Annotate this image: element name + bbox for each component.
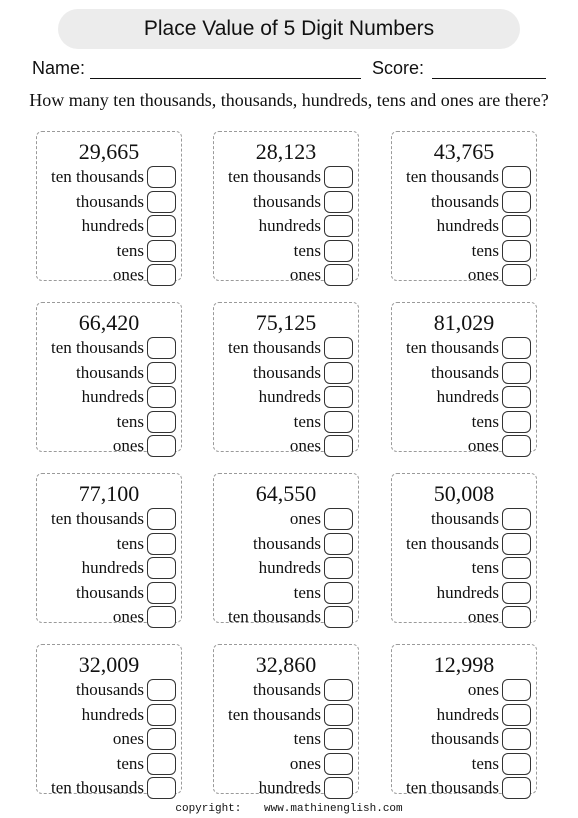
- place-value-row: [21, 361, 181, 385]
- place-value-label: tens: [116, 412, 144, 431]
- place-value-label: ones: [112, 607, 144, 626]
- place-value-label: ten thousands: [405, 167, 499, 186]
- place-value-label: thousands: [76, 363, 144, 382]
- answer-box[interactable]: [147, 508, 176, 530]
- place-value-label: ones: [112, 729, 144, 748]
- place-value-label: tens: [116, 754, 144, 773]
- answer-box[interactable]: [502, 753, 531, 775]
- problem-number: 50,008: [433, 481, 495, 506]
- place-value-label: ten thousands: [50, 167, 144, 186]
- place-value-row: [21, 165, 181, 189]
- problem-card: [213, 644, 359, 797]
- name-line[interactable]: [90, 78, 361, 79]
- answer-box[interactable]: [147, 264, 176, 286]
- place-value-row: [198, 239, 358, 263]
- place-value-row: [21, 727, 181, 751]
- answer-box[interactable]: [324, 191, 353, 213]
- place-value-row: [376, 410, 536, 434]
- place-value-label: ten thousands: [405, 338, 499, 357]
- answer-box[interactable]: [324, 508, 353, 530]
- answer-box[interactable]: [502, 362, 531, 384]
- place-value-row: [198, 336, 358, 360]
- place-value-label: thousands: [76, 583, 144, 602]
- answer-box[interactable]: [324, 337, 353, 359]
- answer-box[interactable]: [502, 240, 531, 262]
- place-value-label: hundreds: [258, 558, 321, 577]
- place-value-label: thousands: [253, 680, 321, 699]
- place-value-row: [376, 678, 536, 702]
- place-value-label: hundreds: [436, 216, 499, 235]
- place-value-label: ten thousands: [405, 534, 499, 553]
- place-value-label: ten thousands: [50, 778, 144, 797]
- place-value-row: [21, 336, 181, 360]
- problem-card: [36, 131, 182, 284]
- place-value-row: [21, 581, 181, 605]
- problem-number: 29,665: [78, 139, 140, 164]
- answer-box[interactable]: [147, 386, 176, 408]
- place-value-label: ten thousands: [405, 778, 499, 797]
- place-value-label: hundreds: [81, 387, 144, 406]
- answer-box[interactable]: [324, 753, 353, 775]
- place-value-row: [376, 434, 536, 458]
- answer-box[interactable]: [502, 435, 531, 457]
- place-value-row: [21, 410, 181, 434]
- place-value-label: hundreds: [258, 387, 321, 406]
- answer-box[interactable]: [147, 533, 176, 555]
- place-value-label: ten thousands: [227, 338, 321, 357]
- place-value-label: ones: [467, 607, 499, 626]
- answer-box[interactable]: [147, 191, 176, 213]
- place-value-label: hundreds: [81, 705, 144, 724]
- place-value-label: hundreds: [258, 216, 321, 235]
- answer-box[interactable]: [147, 777, 176, 799]
- score-line[interactable]: [432, 78, 546, 79]
- place-value-label: tens: [116, 534, 144, 553]
- place-value-row: [376, 532, 536, 556]
- score-label: Score:: [372, 58, 425, 78]
- place-value-row: [376, 556, 536, 580]
- problem-number: 28,123: [255, 139, 317, 164]
- place-value-label: ones: [289, 754, 321, 773]
- place-value-row: [198, 385, 358, 409]
- answer-box[interactable]: [324, 704, 353, 726]
- answer-box[interactable]: [502, 264, 531, 286]
- problem-card: [213, 131, 359, 284]
- problem-number: 64,550: [255, 481, 317, 506]
- place-value-row: [376, 336, 536, 360]
- problem-card: [391, 302, 537, 455]
- place-value-row: [198, 678, 358, 702]
- problem-number: 43,765: [433, 139, 495, 164]
- place-value-row: [198, 361, 358, 385]
- place-value-label: ten thousands: [227, 167, 321, 186]
- place-value-row: [21, 703, 181, 727]
- place-value-row: [198, 190, 358, 214]
- place-value-row: [21, 532, 181, 556]
- answer-box[interactable]: [147, 582, 176, 604]
- place-value-label: thousands: [431, 363, 499, 382]
- place-value-label: ones: [467, 680, 499, 699]
- answer-box[interactable]: [147, 337, 176, 359]
- answer-box[interactable]: [324, 606, 353, 628]
- answer-box[interactable]: [502, 337, 531, 359]
- place-value-label: tens: [471, 558, 499, 577]
- place-value-label: thousands: [76, 192, 144, 211]
- place-value-label: tens: [471, 754, 499, 773]
- place-value-label: thousands: [431, 509, 499, 528]
- problem-number: 66,420: [78, 310, 140, 335]
- problem-card: [36, 644, 182, 797]
- place-value-label: ones: [467, 265, 499, 284]
- answer-box[interactable]: [147, 362, 176, 384]
- place-value-row: [21, 507, 181, 531]
- problem-number: 32,860: [255, 652, 317, 677]
- problem-number: 75,125: [255, 310, 317, 335]
- problem-card: [391, 131, 537, 284]
- answer-box[interactable]: [502, 582, 531, 604]
- answer-box[interactable]: [147, 679, 176, 701]
- place-value-row: [21, 239, 181, 263]
- answer-box[interactable]: [324, 728, 353, 750]
- place-value-label: hundreds: [436, 387, 499, 406]
- answer-box[interactable]: [324, 264, 353, 286]
- answer-box[interactable]: [324, 411, 353, 433]
- place-value-label: hundreds: [436, 583, 499, 602]
- place-value-row: [198, 703, 358, 727]
- place-value-label: hundreds: [81, 216, 144, 235]
- place-value-label: ones: [112, 436, 144, 455]
- answer-box[interactable]: [147, 728, 176, 750]
- place-value-label: ones: [289, 509, 321, 528]
- place-value-row: [376, 361, 536, 385]
- instructions: How many ten thousands, thousands, hundreds, tens and ones are there?: [29, 90, 549, 110]
- answer-box[interactable]: [502, 533, 531, 555]
- place-value-row: [21, 605, 181, 629]
- answer-box[interactable]: [502, 191, 531, 213]
- problem-card: [391, 473, 537, 626]
- answer-box[interactable]: [147, 411, 176, 433]
- answer-box[interactable]: [502, 215, 531, 237]
- place-value-label: ten thousands: [227, 607, 321, 626]
- name-label: Name:: [32, 58, 86, 78]
- place-value-row: [376, 165, 536, 189]
- answer-box[interactable]: [502, 679, 531, 701]
- place-value-label: thousands: [253, 363, 321, 382]
- answer-box[interactable]: [502, 704, 531, 726]
- place-value-row: [21, 434, 181, 458]
- answer-box[interactable]: [147, 557, 176, 579]
- answer-box[interactable]: [502, 411, 531, 433]
- place-value-label: thousands: [431, 192, 499, 211]
- place-value-row: [198, 214, 358, 238]
- answer-box[interactable]: [324, 215, 353, 237]
- place-value-row: [198, 776, 358, 800]
- copyright-label: copyright:: [175, 803, 242, 815]
- place-value-row: [376, 385, 536, 409]
- answer-box[interactable]: [502, 166, 531, 188]
- answer-box[interactable]: [147, 215, 176, 237]
- place-value-label: ones: [289, 436, 321, 455]
- problem-card: [213, 302, 359, 455]
- place-value-label: tens: [293, 729, 321, 748]
- answer-box[interactable]: [502, 386, 531, 408]
- answer-box[interactable]: [324, 557, 353, 579]
- answer-box[interactable]: [147, 435, 176, 457]
- place-value-row: [376, 263, 536, 287]
- place-value-row: [21, 214, 181, 238]
- answer-box[interactable]: [324, 582, 353, 604]
- place-value-row: [376, 776, 536, 800]
- copyright: [0, 803, 578, 815]
- answer-box[interactable]: [147, 240, 176, 262]
- place-value-label: ten thousands: [50, 338, 144, 357]
- place-value-row: [198, 727, 358, 751]
- worksheet-title: Place Value of 5 Digit Numbers: [58, 9, 520, 49]
- place-value-row: [21, 556, 181, 580]
- answer-box[interactable]: [147, 166, 176, 188]
- copyright-site: www.mathinenglish.com: [264, 803, 403, 815]
- place-value-row: [376, 703, 536, 727]
- place-value-label: tens: [471, 412, 499, 431]
- answer-box[interactable]: [324, 533, 353, 555]
- answer-box[interactable]: [502, 606, 531, 628]
- place-value-row: [21, 776, 181, 800]
- place-value-label: hundreds: [258, 778, 321, 797]
- place-value-row: [21, 752, 181, 776]
- place-value-row: [376, 214, 536, 238]
- place-value-row: [21, 263, 181, 287]
- place-value-row: [21, 190, 181, 214]
- problem-card: [391, 644, 537, 797]
- place-value-label: thousands: [253, 534, 321, 553]
- place-value-label: hundreds: [436, 705, 499, 724]
- answer-box[interactable]: [147, 753, 176, 775]
- name-field: [0, 58, 578, 86]
- place-value-row: [198, 165, 358, 189]
- place-value-label: ones: [289, 265, 321, 284]
- place-value-label: tens: [293, 241, 321, 260]
- answer-box[interactable]: [324, 386, 353, 408]
- answer-box[interactable]: [502, 728, 531, 750]
- place-value-row: [376, 605, 536, 629]
- answer-box[interactable]: [147, 704, 176, 726]
- problem-card: [36, 473, 182, 626]
- place-value-label: hundreds: [81, 558, 144, 577]
- place-value-row: [198, 605, 358, 629]
- place-value-label: thousands: [431, 729, 499, 748]
- place-value-row: [198, 752, 358, 776]
- problem-number: 77,100: [78, 481, 140, 506]
- place-value-label: thousands: [76, 680, 144, 699]
- place-value-row: [21, 678, 181, 702]
- place-value-row: [198, 434, 358, 458]
- place-value-label: ten thousands: [50, 509, 144, 528]
- place-value-label: ten thousands: [227, 705, 321, 724]
- place-value-row: [198, 263, 358, 287]
- answer-box[interactable]: [324, 166, 353, 188]
- answer-box[interactable]: [502, 777, 531, 799]
- place-value-row: [198, 507, 358, 531]
- problem-number: 12,998: [433, 652, 495, 677]
- place-value-label: tens: [293, 412, 321, 431]
- answer-box[interactable]: [502, 557, 531, 579]
- answer-box[interactable]: [324, 240, 353, 262]
- place-value-row: [198, 532, 358, 556]
- place-value-label: ones: [112, 265, 144, 284]
- place-value-row: [376, 581, 536, 605]
- place-value-label: tens: [471, 241, 499, 260]
- place-value-row: [376, 727, 536, 751]
- place-value-row: [198, 410, 358, 434]
- answer-box[interactable]: [324, 435, 353, 457]
- problem-number: 32,009: [78, 652, 140, 677]
- problem-card: [36, 302, 182, 455]
- place-value-label: ones: [467, 436, 499, 455]
- place-value-row: [376, 752, 536, 776]
- answer-box[interactable]: [147, 606, 176, 628]
- problem-card: [213, 473, 359, 626]
- place-value-row: [376, 239, 536, 263]
- place-value-row: [198, 581, 358, 605]
- answer-box[interactable]: [324, 777, 353, 799]
- place-value-label: tens: [116, 241, 144, 260]
- place-value-row: [198, 556, 358, 580]
- place-value-row: [21, 385, 181, 409]
- place-value-row: [376, 190, 536, 214]
- answer-box[interactable]: [324, 679, 353, 701]
- place-value-label: thousands: [253, 192, 321, 211]
- place-value-label: tens: [293, 583, 321, 602]
- answer-box[interactable]: [324, 362, 353, 384]
- problem-number: 81,029: [433, 310, 495, 335]
- answer-box[interactable]: [502, 508, 531, 530]
- place-value-row: [376, 507, 536, 531]
